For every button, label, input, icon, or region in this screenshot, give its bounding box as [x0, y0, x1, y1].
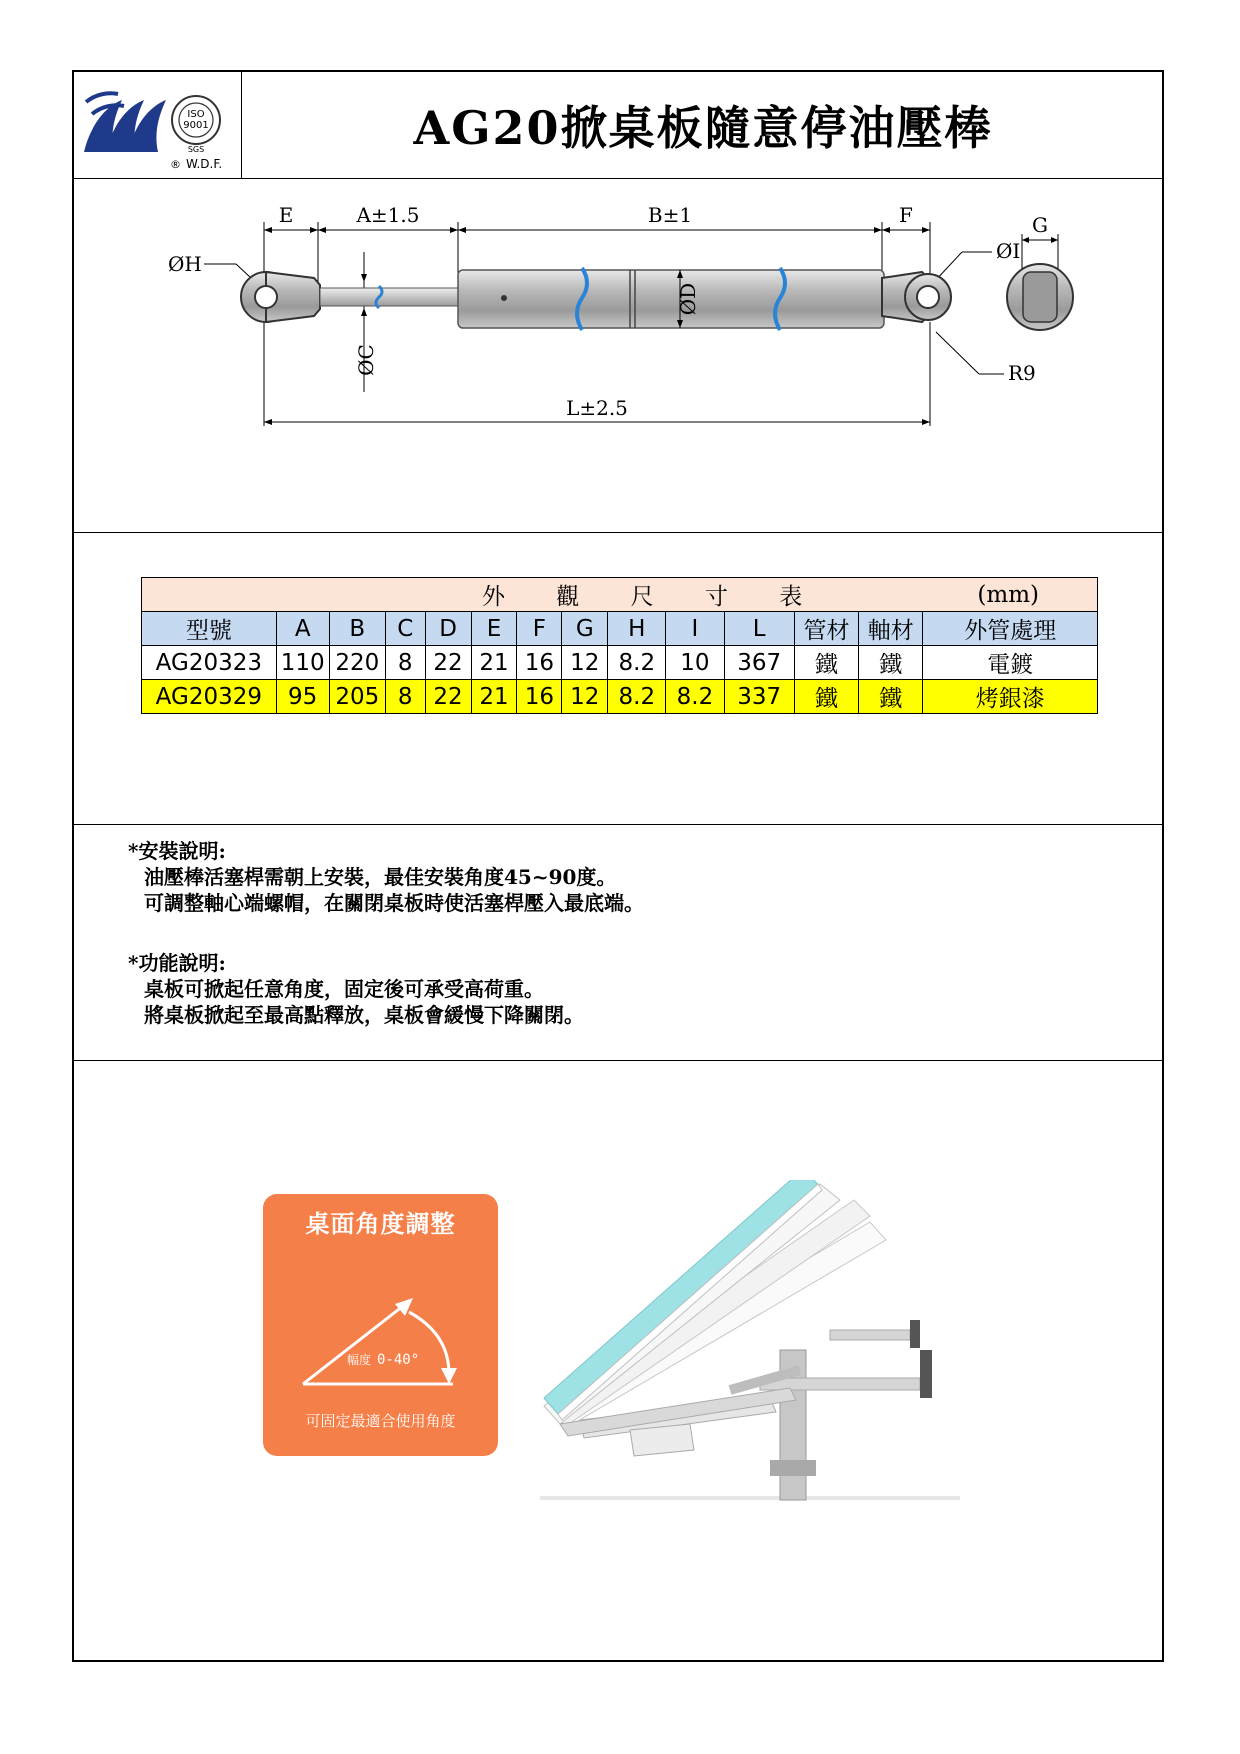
gas-spring-drawing	[74, 182, 1162, 532]
table-cell: AG20323	[142, 646, 277, 680]
svg-text:9001: 9001	[183, 120, 209, 131]
column-header: 外管處理	[923, 612, 1098, 646]
angle-badge	[263, 1194, 498, 1456]
table-cell: 16	[517, 680, 562, 714]
column-header: C	[385, 612, 425, 646]
table-cell: 22	[425, 646, 471, 680]
svg-text:B±1: B±1	[647, 203, 693, 227]
spec-table	[141, 577, 1098, 714]
function-title: *功能說明:	[128, 951, 226, 975]
divider-header	[72, 178, 1164, 179]
table-cell: 8.2	[608, 680, 666, 714]
table-caption-row	[142, 578, 1098, 612]
install-line: 可調整軸心端螺帽，在關閉桌板時使活塞桿壓入最底端。	[144, 891, 644, 915]
column-header: 管材	[794, 612, 858, 646]
column-header: A	[276, 612, 329, 646]
svg-text:ØI: ØI	[996, 239, 1021, 263]
table-cell: 烤銀漆	[923, 680, 1098, 714]
column-header: 軸材	[859, 612, 923, 646]
column-header: D	[425, 612, 471, 646]
svg-text:A±1.5: A±1.5	[356, 203, 420, 227]
table-row	[142, 680, 1098, 714]
divider-drawing	[72, 532, 1164, 533]
table-cell: 鐵	[859, 646, 923, 680]
table-cell: 8	[385, 680, 425, 714]
table-cell: 95	[276, 680, 329, 714]
svg-text:幅度: 幅度	[347, 1353, 372, 1367]
table-cell: 110	[276, 646, 329, 680]
divider-notes	[72, 1060, 1164, 1061]
function-line: 將桌板掀起至最高點釋放，桌板會緩慢下降關閉。	[144, 1003, 584, 1027]
badge-footer: 可固定最適合使用角度	[305, 1412, 456, 1430]
svg-text:ØD: ØD	[676, 282, 700, 316]
function-line: 桌板可掀起任意角度，固定後可承受高荷重。	[144, 977, 544, 1001]
svg-text:G: G	[1032, 213, 1048, 237]
table-cell: 電鍍	[923, 646, 1098, 680]
column-header: L	[724, 612, 794, 646]
divider-table	[72, 824, 1164, 825]
table-cell: 22	[425, 680, 471, 714]
table-caption: 外 觀 尺 寸 表	[482, 584, 825, 610]
table-cell: 337	[724, 680, 794, 714]
table-cell: 8	[385, 646, 425, 680]
column-header: H	[608, 612, 666, 646]
table-cell: 12	[562, 680, 608, 714]
svg-text:SGS: SGS	[187, 145, 205, 154]
install-line: 油壓棒活塞桿需朝上安裝，最佳安裝角度45~90度。	[144, 865, 617, 889]
column-header: E	[471, 612, 517, 646]
install-title: *安裝說明:	[128, 839, 226, 863]
column-header: G	[562, 612, 608, 646]
table-cell: 220	[329, 646, 385, 680]
column-header: 型號	[142, 612, 277, 646]
column-header: I	[666, 612, 724, 646]
table-row	[142, 646, 1098, 680]
table-cell: AG20329	[142, 680, 277, 714]
svg-text:ØH: ØH	[168, 252, 202, 276]
table-cell: 21	[471, 646, 517, 680]
table-header-row	[142, 612, 1098, 646]
table-cell: 12	[562, 646, 608, 680]
notes-section	[128, 838, 1128, 1028]
svg-text:W.D.F.: W.D.F.	[186, 157, 223, 171]
table-cell: 鐵	[794, 680, 858, 714]
svg-text:E: E	[278, 203, 294, 227]
badge-title: 桌面角度調整	[305, 1210, 456, 1238]
svg-text:R9: R9	[1008, 361, 1036, 385]
table-cell: 21	[471, 680, 517, 714]
table-cell: 8.2	[666, 680, 724, 714]
svg-text:F: F	[899, 203, 913, 227]
logo	[74, 72, 242, 178]
svg-text:ISO: ISO	[187, 109, 205, 120]
svg-text:ØC: ØC	[354, 344, 378, 376]
desk-illustration	[540, 1180, 960, 1540]
table-cell: 鐵	[794, 646, 858, 680]
svg-text:L±2.5: L±2.5	[566, 396, 628, 420]
table-cell: 205	[329, 680, 385, 714]
wdf-logo-icon	[74, 72, 242, 178]
column-header: F	[517, 612, 562, 646]
table-cell: 鐵	[859, 680, 923, 714]
column-header: B	[329, 612, 385, 646]
svg-text:®: ®	[170, 158, 181, 171]
table-cell: 10	[666, 646, 724, 680]
table-unit: (mm)	[977, 581, 1039, 608]
table-cell: 367	[724, 646, 794, 680]
page-title: AG20掀桌板隨意停油壓棒	[413, 101, 993, 155]
svg-text:0-40°: 0-40°	[377, 1352, 420, 1368]
table-cell: 16	[517, 646, 562, 680]
table-cell: 8.2	[608, 646, 666, 680]
